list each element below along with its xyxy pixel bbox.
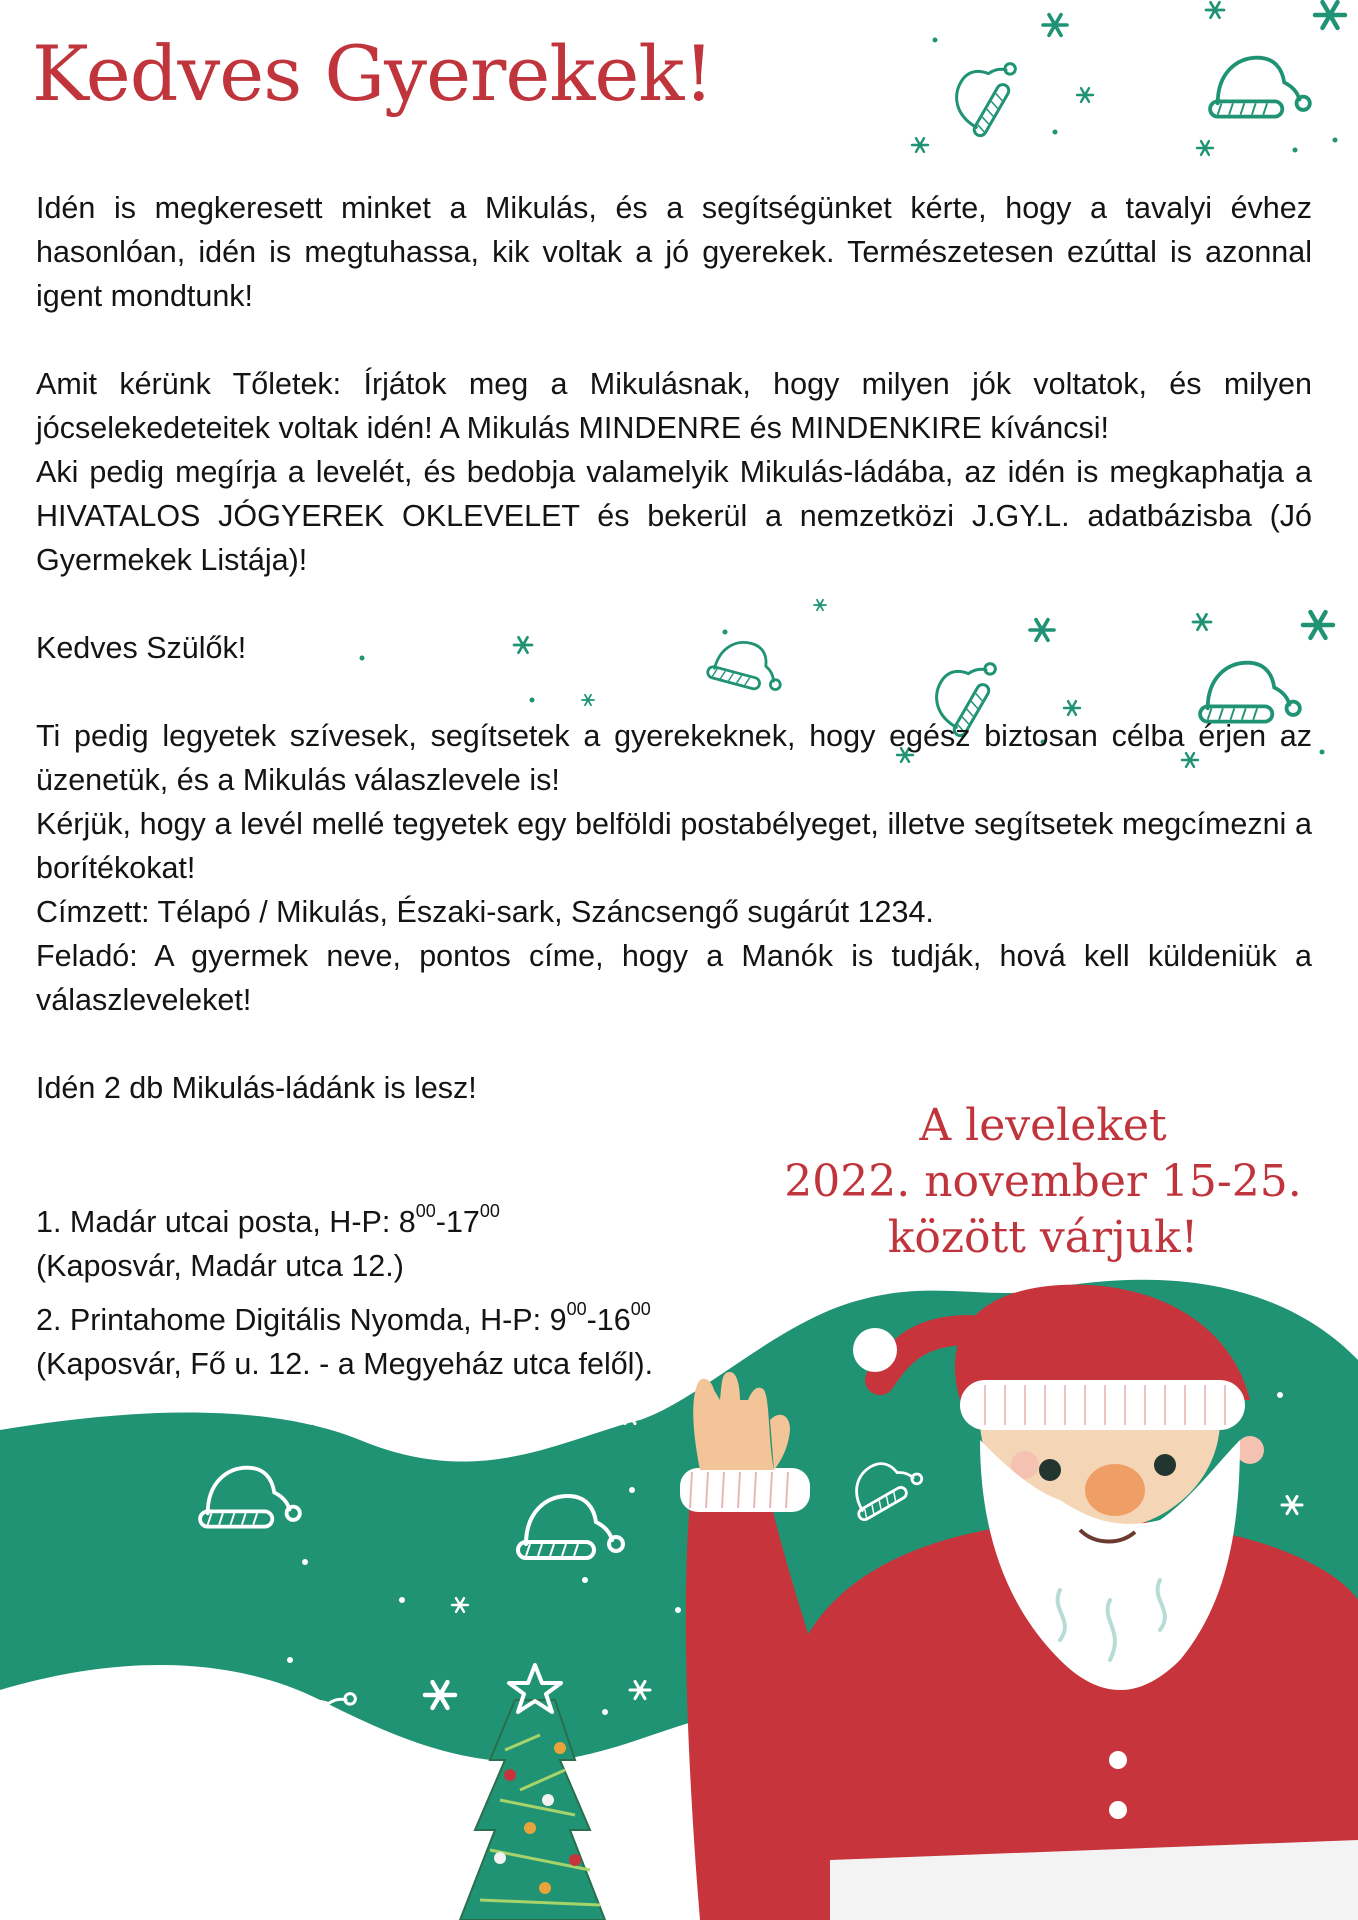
mailbox-locations — [36, 1200, 836, 1386]
deadline-line-3: között várjuk! — [887, 1212, 1199, 1263]
location-1-address: (Kaposvár, Madár utca 12.) — [36, 1249, 404, 1283]
location-2-address: (Kaposvár, Fő u. 12. - a Megyeház utca felől). — [36, 1347, 654, 1381]
stamp-paragraph: Kérjük, hogy a levél mellé tegyetek egy belföldi postabélyeget, illetve segítsetek megcímezni a borítékokat! — [36, 807, 1312, 885]
location-1-name: 1. Madár utcai posta, H-P: $8^{00}-17^{00}$ — [36, 1200, 500, 1239]
letter-body — [36, 186, 1312, 1110]
boxes-intro: Idén 2 db Mikulás-ládánk is lesz! — [36, 1071, 477, 1105]
parents-greeting: Kedves Szülők! — [36, 631, 247, 665]
sender-paragraph: Feladó: A gyermek neve, pontos címe, hogy a Manók is tudják, hová kell küldeniük a válaszleveleket! — [36, 939, 1312, 1017]
page-title: Kedves Gyerekek! — [32, 29, 713, 118]
parents-help-paragraph: Ti pedig legyetek szívesek, segítsetek a gyerekeknek, hogy egész biztosan célba érjen az üzenetük, és a Mikulás válaszlevele is! — [36, 719, 1312, 797]
request-paragraph: Amit kérünk Tőletek: Írjátok meg a Mikulásnak, hogy milyen jók voltatok, és milyen jócselekedeteitek voltak idén! A Mikulás MINDENRE és MINDENKIRE kíváncsi! — [36, 367, 1312, 445]
reward-paragraph: Aki pedig megírja a levelét, és bedobja valamelyik Mikulás-ládába, az idén is megkaphatja a HIVATALOS JÓGYEREK OKLEVELET és bekerül a nemzetközi J.GY.L. adatbázisba (Jó Gyermekek Listája)! — [36, 455, 1312, 577]
recipient-line: Címzett: Télapó / Mikulás, Északi-sark, Száncsengő sugárút 1234. — [36, 895, 934, 929]
intro-paragraph: Idén is megkeresett minket a Mikulás, és a segítségünket kérte, hogy a tavalyi évhez hasonlóan, idén is megtuhassa, kik voltak a jó gyerekek. Természetesen ezúttal is azonnal igent mondtunk! — [36, 191, 1312, 313]
location-2-name: 2. Printahome Digitális Nyomda, H-P: $9^{00}-16^{00}$ — [36, 1298, 651, 1337]
deadline-line-1: A leveleket — [919, 1100, 1167, 1151]
deadline-notice — [748, 1098, 1338, 1266]
deadline-line-2: 2022. november 15-25. — [784, 1156, 1302, 1207]
